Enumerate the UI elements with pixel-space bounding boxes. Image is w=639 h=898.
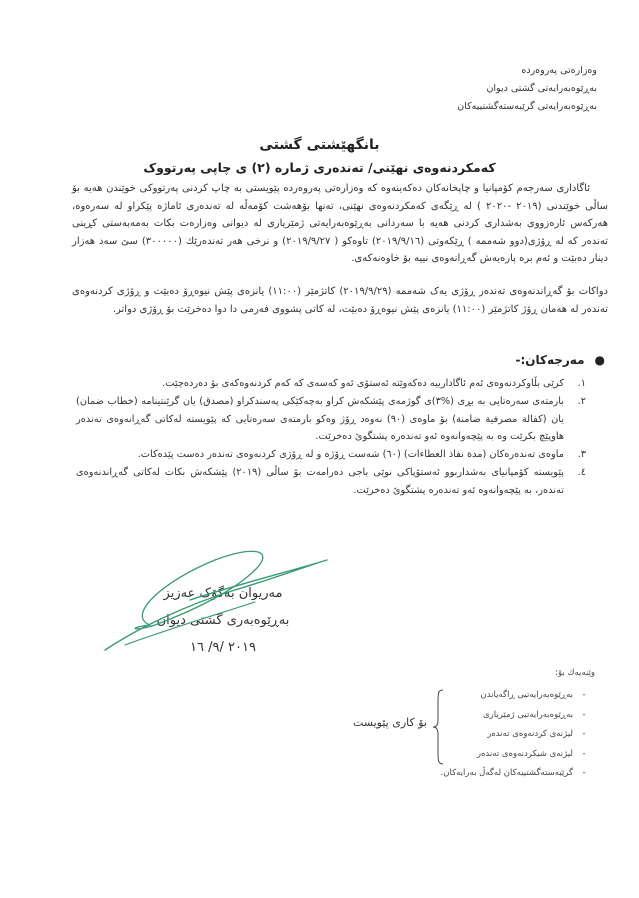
dash: -: [582, 748, 586, 759]
copy-recipient: [385, 764, 595, 784]
condition-item: [76, 446, 586, 463]
bullet-icon: ●: [594, 353, 605, 367]
signature-date: ٢٠١٩ /٩/ ١٦: [190, 640, 256, 655]
condition-item: [76, 464, 586, 499]
dash: -: [582, 729, 586, 739]
dash: -: [582, 709, 586, 720]
brace-icon: [432, 688, 446, 766]
copy-recipient-name: لیژنەی کردنەوەی تەندەر: [487, 729, 573, 739]
document-title: بانگهێشتی گشتی: [259, 137, 380, 153]
signature-block: [108, 580, 338, 661]
letterhead-directorate: بەڕێوەبەرایەتی گشتی دیوان: [486, 83, 597, 94]
letterhead-ministry: وەزارەتی پەروەردە: [521, 65, 597, 76]
copy-recipient-name: گرێبەستەگشتییەکان لەگەڵ بەرایەکان.: [440, 768, 573, 778]
conditions-heading-text: مەرجەکان:-: [515, 353, 585, 367]
condition-number: ١.: [577, 378, 586, 389]
letterhead: [457, 62, 597, 116]
condition-text: پێویستە کۆمپانیای بەشداربوو ئەستۆپاکی نوێی باجی دەرامەت بۆ ساڵی (٢٠١٩) پێشکەش بکات لەکاتی گەڕاندنەوەی تەندەر، بە پێچەوانەوە ئەو تەندەرە پشتگوێ دەخرێت.: [76, 467, 564, 496]
condition-text: کرێی بڵاوکردنەوەی ئەم ئاگادارییە دەکەوێتە ئەستۆی ئەو کەسەی کە کەم کردنەوەکەی بۆ دەردەچێت.: [162, 378, 564, 389]
copy-recipient-name: بەڕێوەبەرایەتیی ژمێریاری: [483, 709, 573, 720]
letterhead-department: بەڕێوەبەرایەتی گرێبەستەگشتییەکان: [457, 101, 597, 112]
copy-recipient-name: لیژنەی شیکردنەوەی تەندەر: [476, 748, 573, 759]
condition-item: [76, 393, 586, 445]
condition-number: ٤.: [577, 467, 586, 479]
copies-to-label: وێنەیەك بۆ:: [555, 668, 595, 678]
condition-number: ٢.: [577, 396, 586, 408]
copy-recipient-name: بەڕێوەبەرایەتیی ڕاگەیاندن: [480, 690, 573, 700]
dash: -: [582, 690, 586, 700]
body-paragraph-2: دواکات بۆ گەڕاندنەوەی تەندەر ڕۆژی یەک شەممە (٢٠١٩/٩/٢٩) کاتژمێر (١١:٠٠) یانزەی پێش نیوەڕۆ دەبێت و ڕۆژی کردنەوەی تەندەر لە هەمان ڕۆژ کاتژمێر (١١:٠٠) یانزەی پێش نیوەڕۆ دەبێت، لە کاتی پشووی فەرمی دا دوا دەخرێت بۆ ڕۆژی دواتر.: [72, 286, 608, 315]
body-paragraph-1: ئاگاداری سەرجەم کۆمپانیا و چاپخانەکان دەکەینەوە کە وەزارەتی پەروەردە پێویستی بە چاپ کردنی پەرتووکی خوێندن هەیە بۆ ساڵی خوێندنی (٢٠١٩ -٢٠٢٠ ) لە ڕێگەی کەمکردنەوەی نهێنی، تەنها بۆهەشت کۆمەڵە لە تەندەری ئاماژە پێکراو لە سەرەوە، هەرکەس ئارەزووی بەشداری کردنی هەیە با سەردانی بەڕێوەبەرایەتی ژمێریاری لە دیوانی وەزارەت بکات بەمەبەستی کڕینی تەندەر کە لە ڕۆژی(دوو شەممە ) ڕێکەوتی (٢٠١٩/٩/١٦) تاوەکو ( ٢٠١٩/٩/٢٧) و نرخی هەر تەندەرێك (٣٠٠٠٠٠) سێ سەد هەزار دینار دەبێت و ئەم برە پارەیەش گەڕانەوەی نییە بۆ خاوەنەکەی.: [72, 183, 608, 264]
copy-recipient: [385, 686, 595, 706]
for-necessary-action-label: بۆ کاری پێویست: [353, 716, 427, 729]
conditions-list: [76, 375, 586, 500]
document-subtitle: کەمکردنەوەی نهێنی/ تەندەری ژمارە (٢) ی چاپی پەرتووک: [143, 160, 496, 175]
signatory-position: بەڕێوەبەری گشتی دیوان: [156, 613, 290, 628]
copy-recipient: [385, 745, 595, 765]
copies-list: [385, 686, 595, 784]
condition-text: بارمتەی سەرەتایی بە بڕی (%٣)ی گوژمەی پێشکەش کراو بەچەکێکی پەسندکراو (مصدق) یان گرێنتینامە (خطاب ضمان) یان (کفالة مصرفية ضامنة) بۆ ماوەی (٩٠) نەوەد ڕۆژ وەکو بارمتەی سەرەتایی کە پێویستە لەکاتی گەڕانەوەی تەندەر هاوپێچ بکرێت وە بە پێچەوانەوە ئەو تەندەرە پشتگوێ دەخرێت.: [76, 396, 565, 442]
conditions-heading: [515, 353, 605, 367]
condition-number: ٣.: [577, 449, 586, 461]
condition-item: [76, 375, 586, 392]
signatory-name: مەریوان بەگۆک عەزیز: [163, 586, 283, 601]
condition-text: ماوەی تەندەرەکان (مدة نفاذ العطاءات) (٦٠) شەست ڕۆژە و لە ڕۆژی کردنەوەی تەندەر دەست پێدەکات.: [137, 449, 564, 461]
dash: -: [582, 768, 586, 778]
